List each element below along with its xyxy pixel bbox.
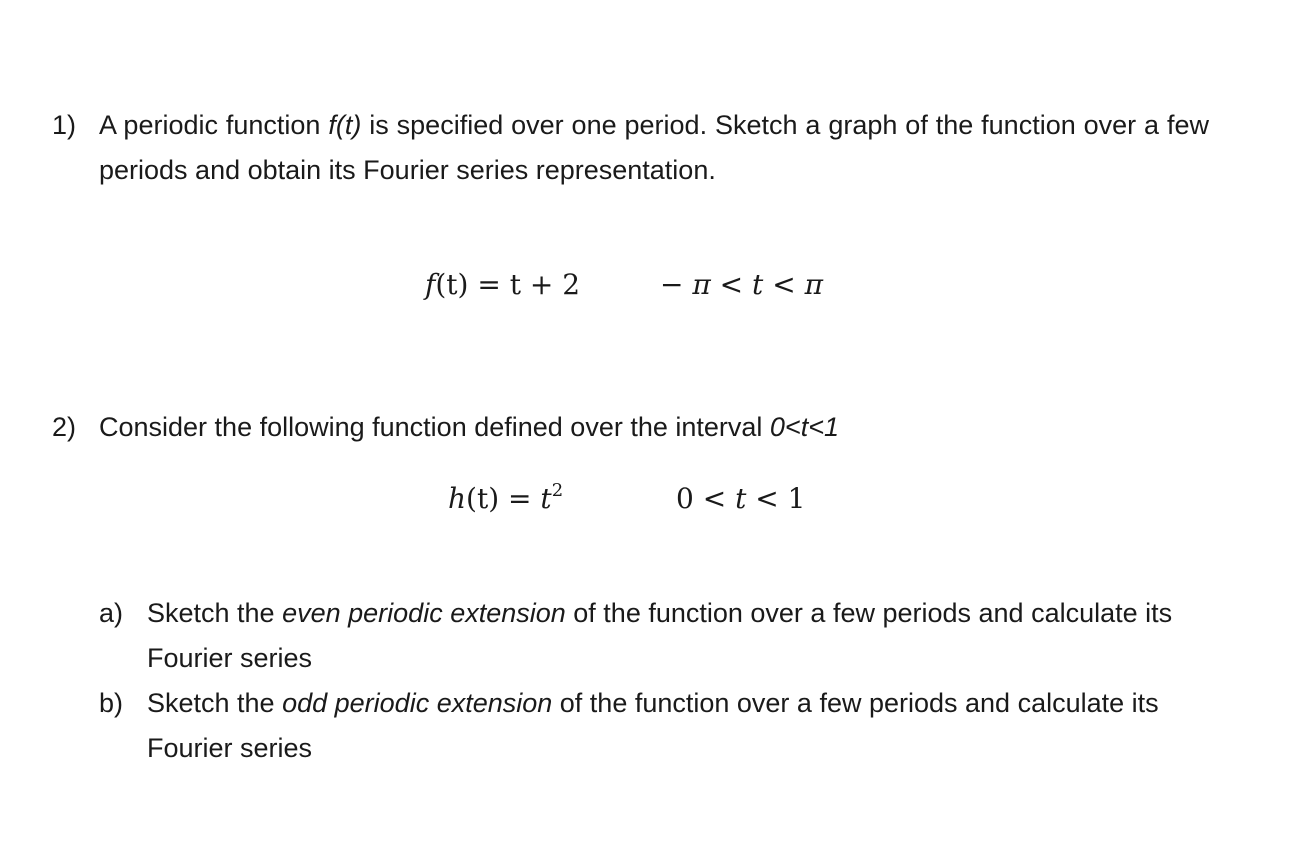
part-a-after: of the function over a few periods and calculate its Fourier series (147, 598, 1173, 673)
problem-1-statement (99, 103, 1209, 193)
part-b-after: of the function over a few periods and calculate its Fourier series (147, 688, 1159, 763)
problem-2-equation (448, 482, 563, 515)
problem-2-statement (99, 405, 1209, 450)
exponent: 2 (551, 480, 564, 501)
domain-right: < 1 (746, 482, 806, 515)
f-argument: (t) (435, 268, 469, 301)
f-symbol: f (425, 268, 436, 301)
domain-left: 0 < (676, 482, 736, 515)
problem-2-number: 2) (52, 412, 77, 442)
h-argument: (t) (466, 482, 500, 515)
problem-1-equation (425, 268, 580, 301)
t-variable: t (540, 482, 552, 515)
less-than: < (710, 268, 753, 301)
equals-sign: = (499, 482, 541, 515)
minus-sign: − (660, 268, 684, 301)
pi-symbol: π (692, 268, 711, 301)
problem-1-function-name: f(t) (328, 110, 362, 140)
problem-1-domain (660, 268, 823, 301)
t-variable: t (735, 482, 747, 515)
problem-1-text-after: is specified over one period. Sketch a graph of the function over a few periods and obtain its Fourier series representation. (99, 110, 1209, 185)
problem-2-text: Consider the following function defined over the interval (99, 412, 770, 442)
part-a-emphasis: even periodic extension (282, 598, 566, 628)
t-variable: t (752, 268, 764, 301)
problem-2-domain (676, 482, 805, 515)
part-a-label: a) (99, 598, 124, 628)
part-b-emphasis: odd periodic extension (282, 688, 553, 718)
f-rhs: t + 2 (509, 268, 581, 301)
part-a-before: Sketch the (147, 598, 283, 628)
part-a-text (147, 591, 1209, 681)
h-symbol: h (448, 482, 467, 515)
pi-symbol: π (804, 268, 823, 301)
problem-1-text-before: A periodic function (99, 110, 329, 140)
problem-2-interval: 0<t<1 (769, 412, 839, 442)
part-b-text (147, 681, 1209, 771)
part-b-label: b) (99, 688, 124, 718)
equals-sign: = (468, 268, 510, 301)
problem-1-number: 1) (52, 110, 77, 140)
less-than: < (763, 268, 805, 301)
part-b-before: Sketch the (147, 688, 283, 718)
